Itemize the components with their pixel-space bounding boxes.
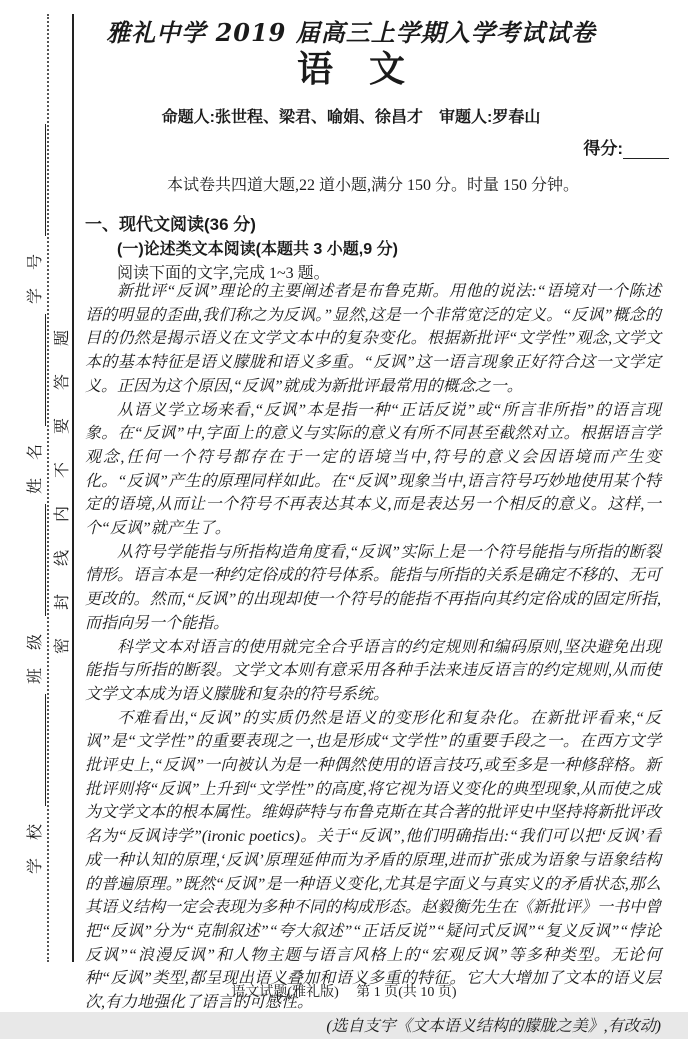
subsection-heading-argumentative-text: (一)论述类文本阅读(本题共 3 小题,9 分) [117, 241, 398, 258]
passage-paragraph: 新批评“反讽”理论的主要阐述者是布鲁克斯。用他的说法:“语境对一个陈述语的明显的歪曲,我们称之为反讽。”显然,这是一个非常宽泛的定义。“反讽”概念的目的仍然是揭示语义在文学文本中的复杂变化。根据新批评“文学性”观念,文学文本的基本特征是语义朦胧和语义多重。“反讽”这一语言现象正好符合这一文学定义。正因为这个原因,“反讽”就成为新批评最常用的概念之一。 [85, 283, 661, 395]
score-label: 得分: [583, 139, 623, 158]
field-blank-student-number [30, 124, 46, 236]
field-label-school: 学校 [27, 805, 44, 874]
main-content [85, 0, 662, 1035]
reading-passage [85, 280, 661, 1039]
setters-line: 命题人:张世程、梁君、喻娟、徐昌才 审题人:罗春山 [161, 109, 541, 126]
passage-paragraph: 不难看出,“反讽”的实质仍然是语义的变形化和复杂化。在新批评看来,“反讽”是“文学性”的重要表现之一,也是形成“文学性”的重要手段之一。在西方文学批评史上,“反讽”一向被认为是一种偶然使用的语言技巧,或至多是一种修辞格。新批评则将“反讽”上升到“文学性”的高度,将它视为语义变化的典型现象,从而使之成为文学文本的根本属性。维姆萨特与布鲁克斯在其合著的批评史中坚持将新批评改名为“反讽诗学”(ironic poetics)。关于“反讽”,他们明确指出:“我们可以把‘反讽’看成一种认知的原理,‘反讽’原理延伸而为矛盾的原理,进而扩张成为语象与语象结构的普遍原理。”既然“反讽”是一种语义变化,尤其是字面义与真实义的矛盾状态,那么其语义结构一定会表现为多种不同的构成形态。赵毅衡先生在《新批评》一书中曾把“反讽”分为“克制叙述”“夸大叙述”“正话反说”“疑问式反讽”“复义反讽”“悖论反讽”“浪漫反讽”和人物主题与语言风格上的“宏观反讽”等多种类型。无论何种“反讽”类型,都呈现出语义叠加和语义多重的特征。它大大增加了文本的语义层次,有力地强化了语言的可感性。 [85, 709, 662, 1012]
field-blank-name [30, 314, 46, 426]
seal-warning-text: 密封线内不要答题 [54, 301, 71, 654]
field-blank-class [30, 504, 46, 616]
score-row [583, 134, 669, 159]
paper-title: 雅礼中学 2019 届高三上学期入学考试试卷 [106, 18, 596, 47]
field-label-class: 班级 [27, 615, 44, 684]
student-info-fields [20, 92, 46, 874]
field-label-student-number: 学号 [27, 235, 44, 304]
reading-instruction: 阅读下面的文字,完成 1~3 题。 [117, 265, 330, 282]
section-heading-modern-reading: 一、现代文阅读(36 分) [85, 215, 256, 234]
passage-attribution: (选自支宇《文本语义结构的朦胧之美》,有改动) [326, 1017, 661, 1035]
field-label-name: 姓名 [27, 425, 44, 494]
exam-info: 本试卷共四道大题,22 道小题,满分 150 分。时量 150 分钟。 [166, 177, 579, 194]
passage-paragraph: 从语义学立场来看,“反讽”本是指一种“正话反说”或“所言非所指”的语言现象。在“反讽”中,字面上的意义与实际的意义有所不同甚至截然对立。根据语言学观念,任何一个符号都存在于一定的语境当中,符号的意义会因语境而产生变化。“反讽”产生的原理同样如此。在“反讽”现象当中,语言符号巧妙地使用某个特定的语境,从而让一个符号不再表达其本义,而是表达另一个相反的意义。这样,一个“反讽”就产生了。 [85, 401, 661, 538]
page-footer: 语文试题(雅礼版) 第 1 页(共 10 页) [231, 985, 457, 1000]
field-blank-school [30, 694, 46, 806]
score-blank-line [623, 142, 669, 159]
passage-paragraph: 从符号学能指与所指构造角度看,“反讽”实际上是一个符号能指与所指的断裂情形。语言本是一种约定俗成的符号体系。能指与所指的关系是确定不移的、无可更改的。然而,“反讽”的出现却使一个符号的能指不再指向其约定俗成的固定所指,而指向另一个能指。 [85, 543, 662, 632]
passage-paragraph: 科学文本对语言的使用就完全合乎语言的约定规则和编码原则,坚决避免出现能指与所指的断裂。文学文本则有意采用各种手法来违反语言的约定规则,从而使文学文本成为语义朦胧和复杂的符号系统。 [85, 638, 661, 703]
seal-solid-line [72, 14, 74, 962]
subject-title: 语 文 [296, 48, 405, 89]
